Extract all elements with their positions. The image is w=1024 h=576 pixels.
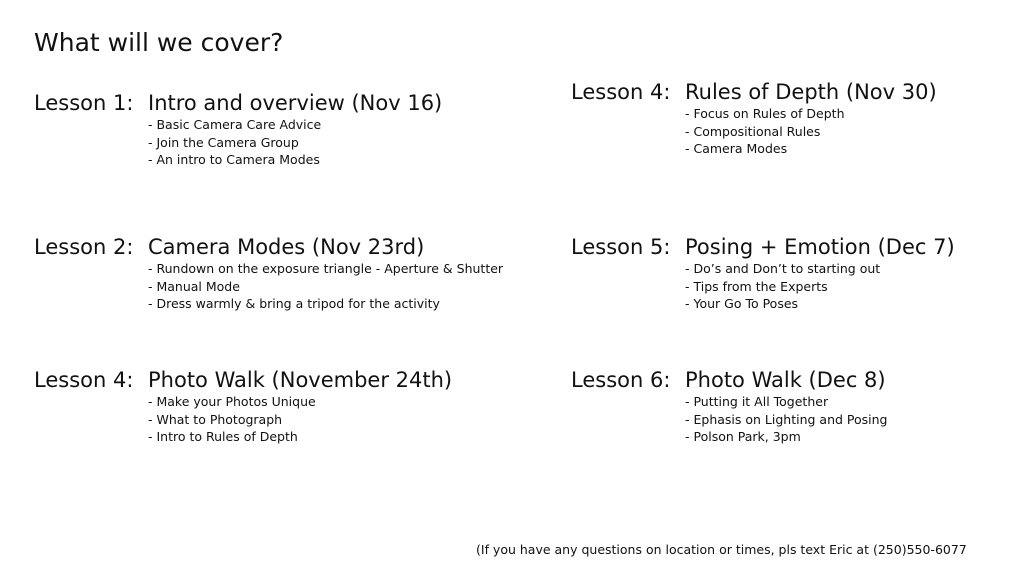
lesson-item-list [571, 260, 955, 313]
list-item: - Basic Camera Care Advice [148, 117, 322, 132]
lesson-number: Lesson 4: [34, 368, 134, 392]
lesson-item-list [571, 393, 887, 446]
list-item: - Intro to Rules of Depth [148, 429, 298, 444]
list-item: - Compositional Rules [685, 123, 821, 139]
list-item: - Dress warmly & bring a tripod for the activity [148, 296, 440, 311]
list-item: - Camera Modes [685, 141, 788, 156]
contact-footnote: (If you have any questions on location or times, pls text Eric at (250)550-6077 [476, 542, 967, 557]
lesson-2-block [34, 234, 503, 313]
list-item: - Manual Mode [148, 278, 240, 294]
list-item: - Rundown on the exposure triangle - Aperture & Shutter [148, 261, 504, 276]
slide-title: What will we cover? [34, 28, 284, 57]
lesson-topic: Camera Modes (Nov 23rd) [148, 235, 425, 259]
lesson-item-list [571, 105, 937, 158]
lesson-topic: Photo Walk (Dec 8) [685, 368, 886, 392]
lesson-topic: Intro and overview (Nov 16) [148, 91, 443, 115]
lesson-photo-walk-nov-block [34, 367, 452, 446]
lesson-6-block [571, 367, 887, 446]
lesson-number: Lesson 5: [571, 235, 671, 259]
lesson-topic: Posing + Emotion (Dec 7) [685, 235, 955, 259]
lesson-number: Lesson 4: [571, 80, 671, 104]
list-item: - Putting it All Together [685, 394, 829, 409]
lesson-topic: Photo Walk (November 24th) [148, 368, 453, 392]
lesson-heading [571, 79, 937, 105]
lesson-item-list [34, 260, 503, 313]
lesson-heading [571, 367, 887, 393]
list-item: - Join the Camera Group [148, 134, 299, 150]
list-item: - Focus on Rules of Depth [685, 106, 845, 121]
list-item: - What to Photograph [148, 411, 283, 427]
lesson-heading [34, 90, 442, 116]
list-item: - Your Go To Poses [685, 296, 799, 311]
lesson-5-block [571, 234, 955, 313]
lesson-item-list [34, 393, 452, 446]
lesson-1-block [34, 90, 442, 169]
list-item: - Ephasis on Lighting and Posing [685, 411, 888, 427]
lesson-heading [34, 234, 503, 260]
list-item: - Tips from the Experts [685, 278, 828, 294]
lesson-heading [571, 234, 955, 260]
list-item: - Polson Park, 3pm [685, 429, 801, 444]
lesson-number: Lesson 1: [34, 91, 134, 115]
lesson-heading [34, 367, 452, 393]
list-item: - Make your Photos Unique [148, 394, 316, 409]
lesson-number: Lesson 6: [571, 368, 671, 392]
list-item: - Do’s and Don’t to starting out [685, 261, 881, 276]
lesson-item-list [34, 116, 442, 169]
lesson-number: Lesson 2: [34, 235, 134, 259]
lesson-rules-of-depth-block [571, 79, 937, 158]
list-item: - An intro to Camera Modes [148, 152, 320, 167]
lesson-topic: Rules of Depth (Nov 30) [685, 80, 937, 104]
